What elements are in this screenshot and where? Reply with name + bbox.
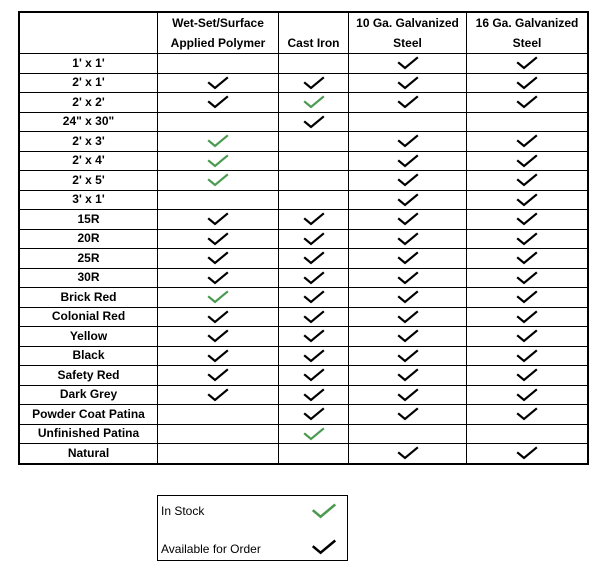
check-icon-black (397, 56, 419, 70)
check-icon-black (303, 407, 325, 421)
check-icon-black (397, 290, 419, 304)
table-cell (279, 229, 349, 249)
check-icon-black (397, 310, 419, 324)
check-icon-black (397, 368, 419, 382)
check-icon-black (516, 368, 538, 382)
table-cell (349, 229, 467, 249)
table-cell (349, 288, 467, 308)
header-col-10ga (349, 12, 467, 54)
table-cell (158, 268, 279, 288)
table-cell (349, 132, 467, 152)
table-cell (158, 132, 279, 152)
table-cell (467, 444, 589, 464)
check-icon-black (303, 115, 325, 129)
table-cell (279, 424, 349, 444)
check-icon-black (303, 251, 325, 265)
table-row (19, 73, 588, 93)
check-icon-black (516, 349, 538, 363)
row-label: 24" x 30" (19, 112, 158, 132)
check-icon-black (397, 271, 419, 285)
table-cell (279, 288, 349, 308)
check-icon-black (303, 349, 325, 363)
table-cell (279, 366, 349, 386)
table-cell (279, 346, 349, 366)
table-cell (279, 385, 349, 405)
table-cell (158, 190, 279, 210)
table-cell (467, 210, 589, 230)
table-cell (349, 210, 467, 230)
check-icon-black (516, 310, 538, 324)
header-col-polymer (158, 12, 279, 54)
availability-table (18, 11, 589, 465)
table-cell (279, 171, 349, 191)
row-label: Natural (19, 444, 158, 464)
check-icon-black (207, 76, 229, 90)
table-row (19, 132, 588, 152)
check-icon-black (516, 388, 538, 402)
table-cell (349, 54, 467, 74)
table-cell (467, 346, 589, 366)
check-icon-black (516, 95, 538, 109)
row-label: Yellow (19, 327, 158, 347)
check-icon-black (397, 232, 419, 246)
table-row (19, 112, 588, 132)
table-cell (158, 171, 279, 191)
table-cell (467, 112, 589, 132)
header-line: Cast Iron (287, 36, 340, 50)
table-cell (349, 171, 467, 191)
check-icon-black (207, 251, 229, 265)
table-row (19, 151, 588, 171)
table-cell (467, 151, 589, 171)
table-cell (279, 190, 349, 210)
table-cell (279, 73, 349, 93)
row-label: Unfinished Patina (19, 424, 158, 444)
check-icon-black (207, 368, 229, 382)
row-label: Safety Red (19, 366, 158, 386)
legend (157, 495, 348, 561)
table-cell (467, 249, 589, 269)
table-cell (349, 424, 467, 444)
table-cell (349, 444, 467, 464)
legend-order-label: Available for Order (161, 542, 261, 556)
table-cell (349, 346, 467, 366)
table-row (19, 249, 588, 269)
check-icon-black (516, 193, 538, 207)
table-cell (279, 327, 349, 347)
table-cell (467, 385, 589, 405)
row-label: Dark Grey (19, 385, 158, 405)
table-cell (467, 73, 589, 93)
table-cell (349, 405, 467, 425)
table-row (19, 385, 588, 405)
check-icon-black (516, 212, 538, 226)
check-icon-black (516, 134, 538, 148)
check-icon-black (397, 212, 419, 226)
check-icon-black (516, 232, 538, 246)
header-line: Steel (512, 36, 542, 50)
table-cell (158, 366, 279, 386)
table-cell (467, 327, 589, 347)
table-cell (467, 288, 589, 308)
legend-in-stock-label: In Stock (161, 504, 205, 518)
row-label: 2' x 4' (19, 151, 158, 171)
check-icon-green (311, 502, 337, 520)
check-icon-black (303, 271, 325, 285)
table-row (19, 268, 588, 288)
header-row (19, 12, 588, 54)
check-icon-black (207, 329, 229, 343)
table-cell (279, 444, 349, 464)
check-icon-black (207, 388, 229, 402)
table-cell (279, 151, 349, 171)
check-icon-black (303, 232, 325, 246)
row-label: 2' x 3' (19, 132, 158, 152)
check-icon-black (397, 95, 419, 109)
table-cell (349, 151, 467, 171)
header-blank (19, 12, 158, 54)
table-cell (279, 249, 349, 269)
header-line: 10 Ga. Galvanized (356, 16, 459, 30)
check-icon-black (516, 407, 538, 421)
check-icon-black (303, 290, 325, 304)
table-row (19, 54, 588, 74)
table-cell (279, 93, 349, 113)
header-col-cast-iron (279, 12, 349, 54)
table-cell (349, 307, 467, 327)
table-row (19, 288, 588, 308)
table-cell (467, 54, 589, 74)
table-cell (158, 210, 279, 230)
table-cell (158, 424, 279, 444)
table-cell (158, 385, 279, 405)
table-cell (279, 405, 349, 425)
table-cell (158, 405, 279, 425)
check-icon-green (207, 134, 229, 148)
check-icon-black (516, 290, 538, 304)
check-icon-black (397, 134, 419, 148)
check-icon-black (397, 446, 419, 460)
table-row (19, 444, 588, 464)
check-icon-black (516, 173, 538, 187)
check-icon-black (207, 271, 229, 285)
table-cell (349, 93, 467, 113)
check-icon-black (516, 446, 538, 460)
table-cell (279, 307, 349, 327)
table-cell (158, 444, 279, 464)
check-icon-black (516, 271, 538, 285)
row-label: Colonial Red (19, 307, 158, 327)
table-cell (467, 132, 589, 152)
table-cell (349, 73, 467, 93)
row-label: Brick Red (19, 288, 158, 308)
header-line: Wet-Set/Surface (172, 16, 264, 30)
table-row (19, 346, 588, 366)
check-icon-black (397, 349, 419, 363)
check-icon-black (397, 154, 419, 168)
table-cell (467, 268, 589, 288)
check-icon-black (397, 173, 419, 187)
check-icon-black (303, 310, 325, 324)
table-cell (349, 268, 467, 288)
table-row (19, 229, 588, 249)
table-row (19, 405, 588, 425)
row-label: 1' x 1' (19, 54, 158, 74)
check-icon-black (303, 368, 325, 382)
table-cell (349, 190, 467, 210)
check-icon-black (516, 154, 538, 168)
row-label: 30R (19, 268, 158, 288)
table-cell (158, 288, 279, 308)
table-cell (158, 93, 279, 113)
table-row (19, 171, 588, 191)
check-icon-black (303, 76, 325, 90)
table-cell (467, 366, 589, 386)
table-cell (467, 171, 589, 191)
check-icon-green (207, 290, 229, 304)
table-row (19, 424, 588, 444)
header-col-16ga (467, 12, 589, 54)
table-cell (349, 327, 467, 347)
table-cell (158, 346, 279, 366)
row-label: 2' x 2' (19, 93, 158, 113)
table-cell (279, 112, 349, 132)
table-cell (158, 73, 279, 93)
table-cell (279, 132, 349, 152)
header-line: Applied Polymer (170, 36, 266, 50)
header-line: Steel (393, 36, 422, 50)
check-icon-black (303, 388, 325, 402)
table-row (19, 190, 588, 210)
check-icon-black (207, 212, 229, 226)
table-cell (467, 405, 589, 425)
table-cell (349, 366, 467, 386)
check-icon-green (207, 173, 229, 187)
table-cell (279, 54, 349, 74)
check-icon-black (397, 76, 419, 90)
check-icon-black (303, 329, 325, 343)
table-cell (158, 229, 279, 249)
row-label: 25R (19, 249, 158, 269)
table-cell (467, 93, 589, 113)
table-cell (349, 385, 467, 405)
table-row (19, 210, 588, 230)
table-cell (349, 249, 467, 269)
table-cell (158, 151, 279, 171)
check-icon-black (516, 329, 538, 343)
check-icon-black (397, 407, 419, 421)
check-icon-black (397, 193, 419, 207)
table-row (19, 366, 588, 386)
check-icon-green (303, 427, 325, 441)
row-label: 2' x 1' (19, 73, 158, 93)
row-label: Black (19, 346, 158, 366)
table-cell (279, 210, 349, 230)
table-cell (349, 112, 467, 132)
check-icon-black (397, 388, 419, 402)
header-line: 16 Ga. Galvanized (475, 16, 579, 30)
check-icon-black (516, 251, 538, 265)
row-label: 3' x 1' (19, 190, 158, 210)
check-icon-black (397, 329, 419, 343)
table-cell (158, 249, 279, 269)
row-label: 2' x 5' (19, 171, 158, 191)
table-row (19, 93, 588, 113)
check-icon-black (303, 212, 325, 226)
check-icon-black (207, 310, 229, 324)
table-cell (467, 424, 589, 444)
table-cell (467, 229, 589, 249)
check-icon-black (397, 251, 419, 265)
row-label: 20R (19, 229, 158, 249)
table-cell (158, 327, 279, 347)
check-icon-green (303, 95, 325, 109)
table-cell (158, 112, 279, 132)
table-cell (158, 307, 279, 327)
table-cell (279, 268, 349, 288)
check-icon-black (207, 95, 229, 109)
table-row (19, 327, 588, 347)
row-label: Powder Coat Patina (19, 405, 158, 425)
table-row (19, 307, 588, 327)
check-icon-black (207, 349, 229, 363)
table-cell (158, 54, 279, 74)
check-icon-black (516, 56, 538, 70)
table-cell (467, 190, 589, 210)
check-icon-green (207, 154, 229, 168)
check-icon-black (311, 538, 337, 556)
row-label: 15R (19, 210, 158, 230)
check-icon-black (207, 232, 229, 246)
check-icon-black (516, 76, 538, 90)
table-cell (467, 307, 589, 327)
